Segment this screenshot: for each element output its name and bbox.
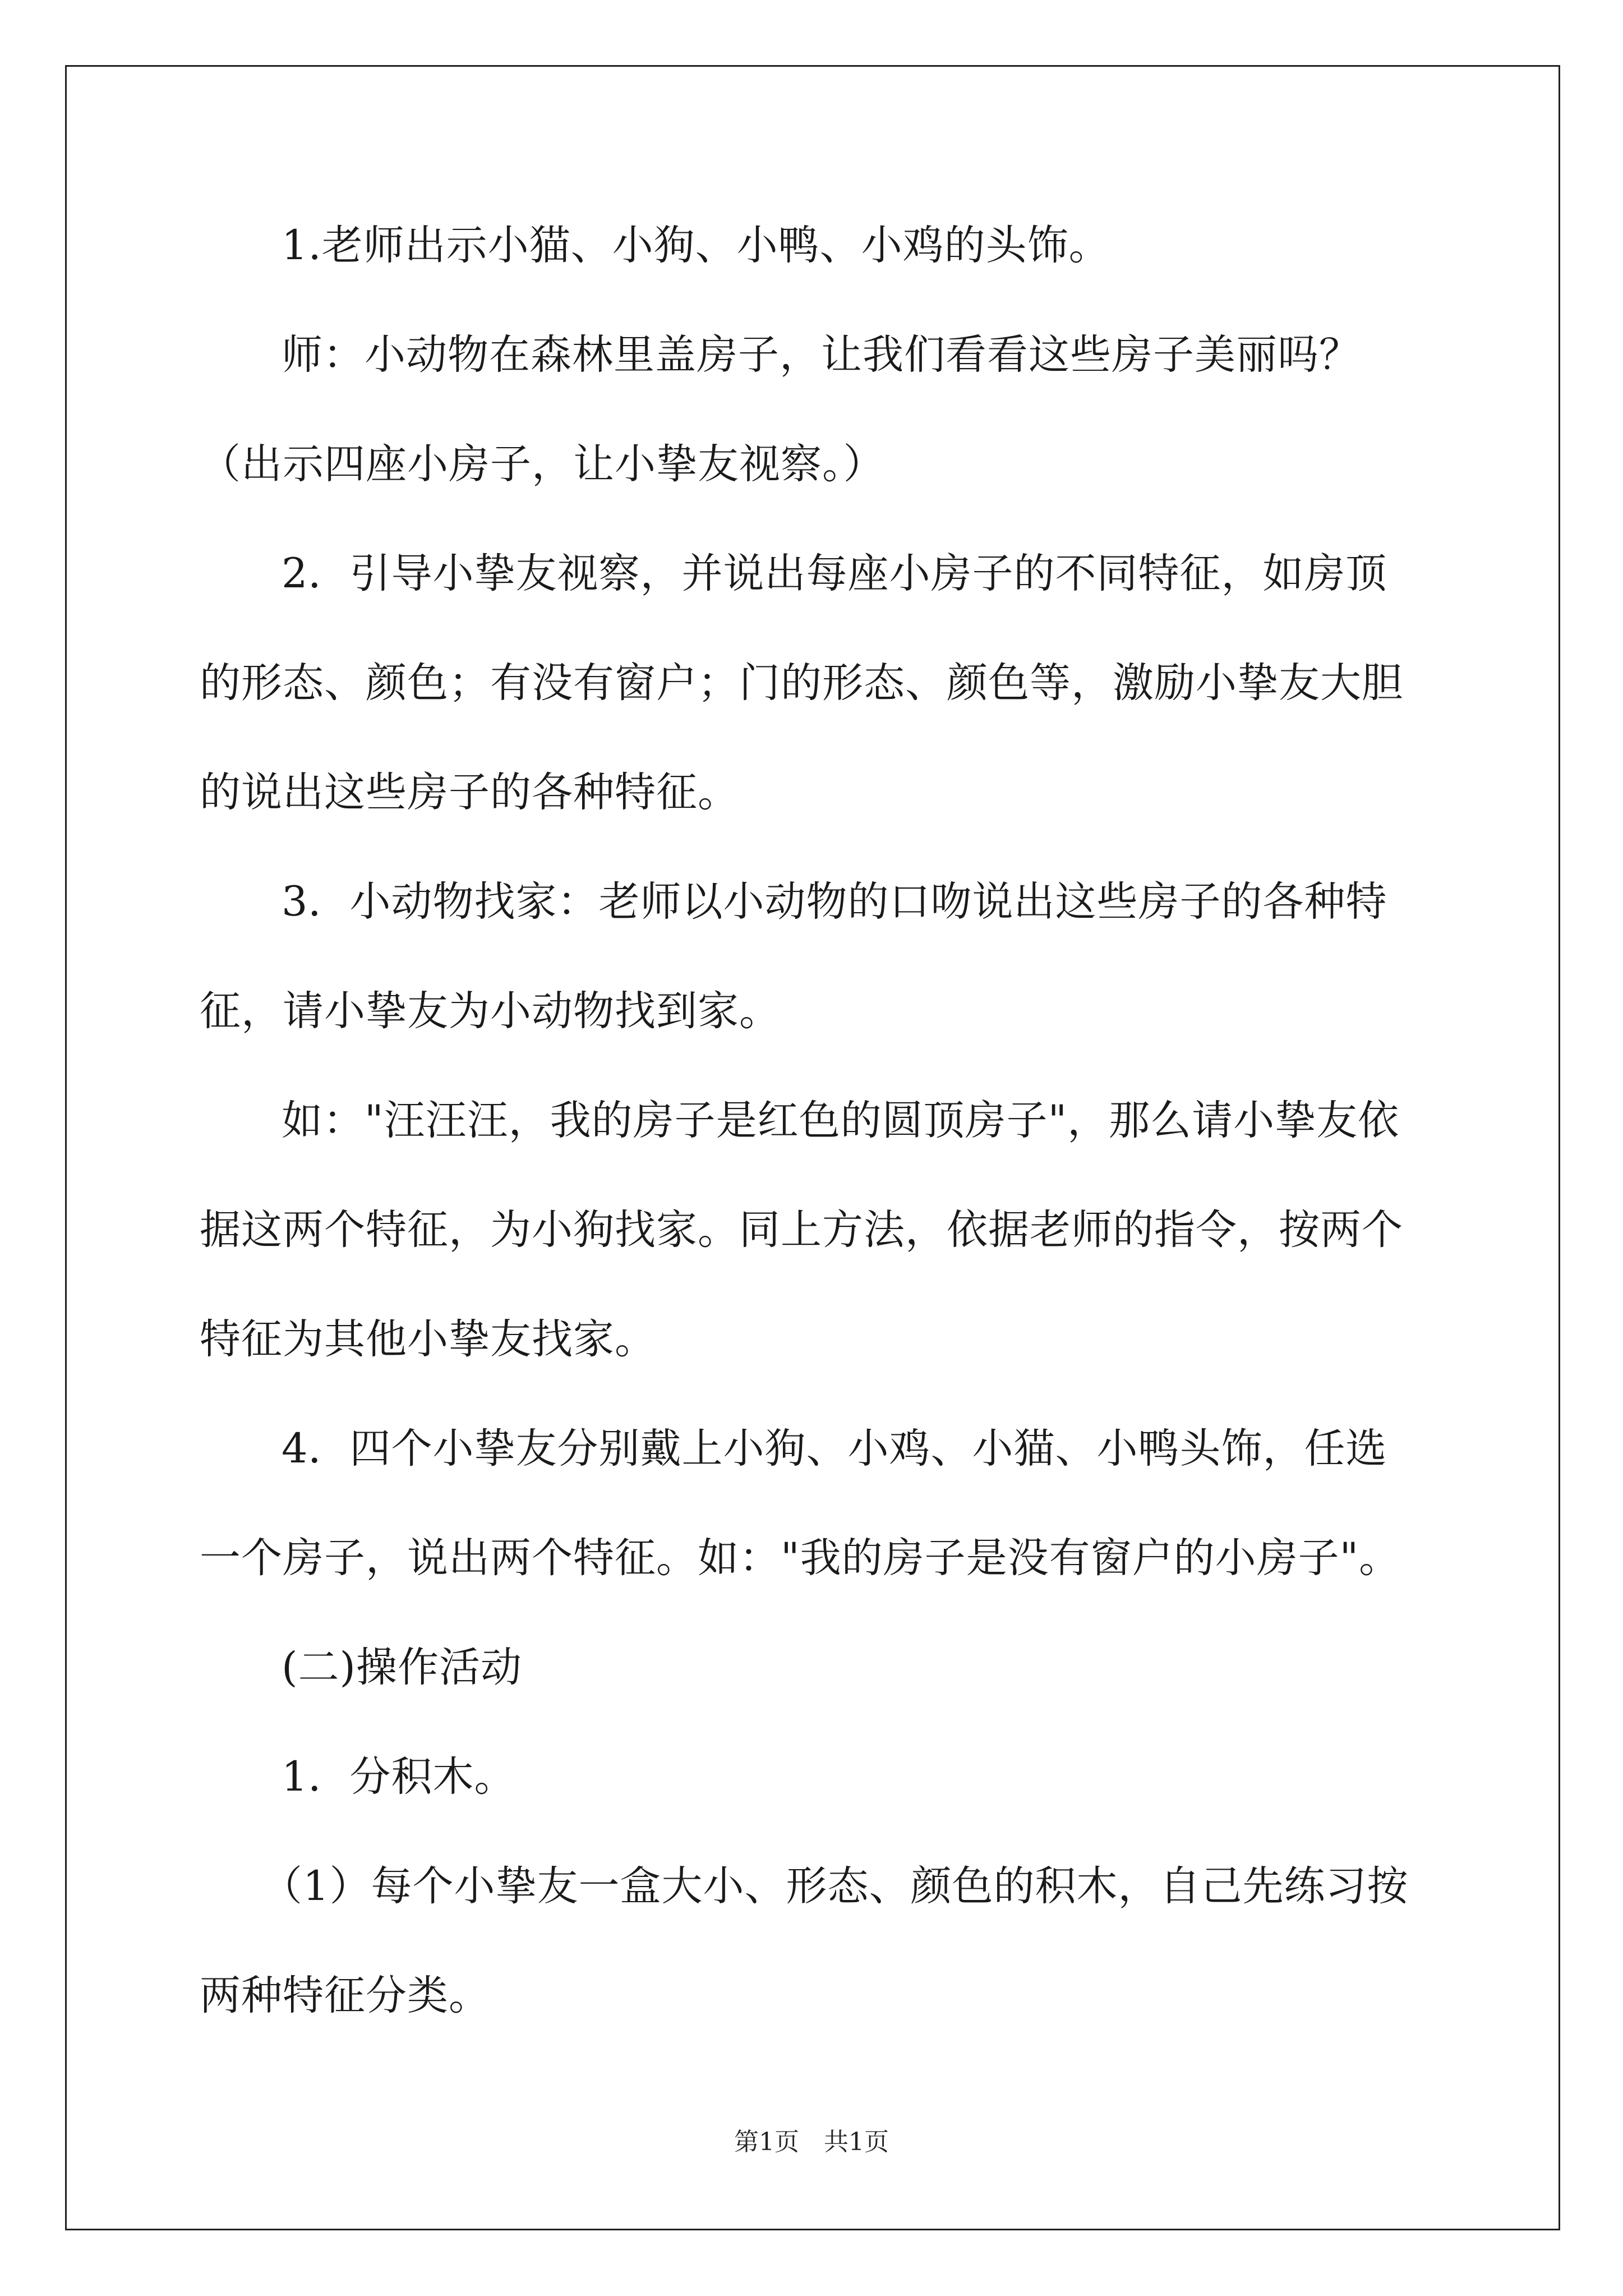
paragraph-6: 4．四个小挚友分别戴上小狗、小鸡、小猫、小鸭头饰，任选一个房子，说出两个特征。如："我的房子是没有窗户的小房子"。 (200, 1425, 1401, 1582)
section-heading: (二)操作活动 (282, 1644, 522, 1691)
page-number-footer: 第1页 共1页 (734, 2128, 889, 2156)
paragraph-5: 如："汪汪汪，我的房子是红色的圆顶房子"，那么请小挚友依据这两个特征，为小狗找家。同上方法，依据老师的指令，按两个特征为其他小挚友找家。 (200, 1097, 1403, 1363)
document-body (200, 191, 1428, 2050)
paragraph-1: 1.老师出示小猫、小狗、小鸭、小鸡的头饰。 (282, 222, 1110, 269)
paragraph-4: 3．小动物找家：老师以小动物的口吻说出这些房子的各种特征，请小挚友为小动物找到家。 (200, 878, 1387, 1035)
paragraph-2: 师：小动物在森林里盖房子，让我们看看这些房子美丽吗？（出示四座小房子，让小挚友视察。） (200, 331, 1361, 488)
paragraph-7: 1．分积木。 (282, 1753, 516, 1801)
paragraph-3: 2．引导小挚友视察，并说出每座小房子的不同特征，如房顶的形态、颜色；有没有窗户；门的形态、颜色等，激励小挚友大胆的说出这些房子的各种特征。 (200, 550, 1403, 816)
paragraph-8: （1）每个小挚友一盒大小、形态、颜色的积木，自己先练习按两种特征分类。 (200, 1862, 1409, 2019)
